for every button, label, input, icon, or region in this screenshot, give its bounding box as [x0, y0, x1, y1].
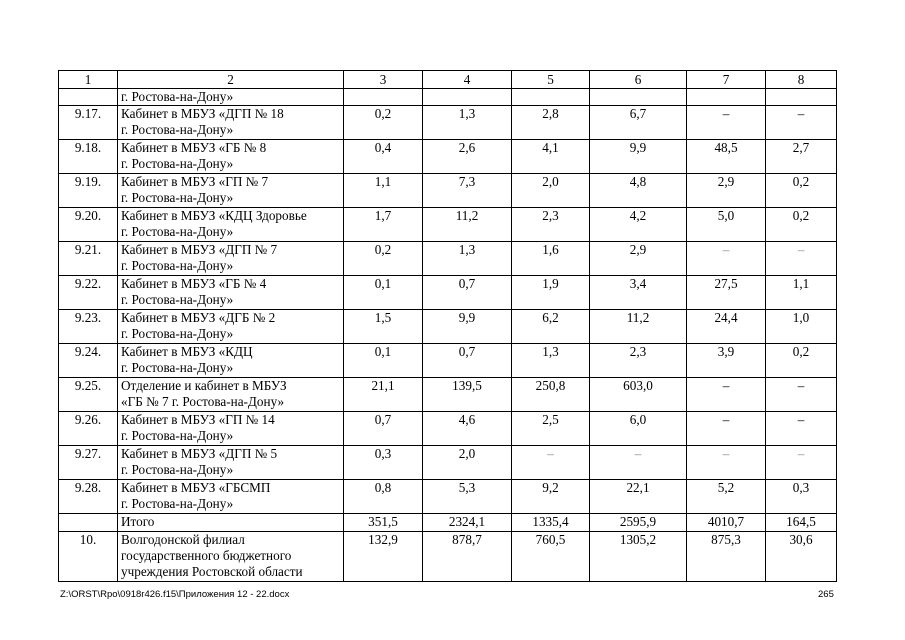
total-value: 1335,4	[512, 514, 590, 532]
cell-value: 878,7	[423, 532, 512, 582]
cell-value: 0,1	[344, 344, 423, 378]
row-name	[118, 106, 344, 140]
column-header: 6	[590, 71, 687, 89]
row-name-line: г. Ростова-на-Дону»	[121, 292, 234, 307]
total-row	[59, 514, 837, 532]
cell-value: 0,1	[344, 276, 423, 310]
total-label: Итого	[118, 514, 344, 532]
cell-value: 0,7	[344, 412, 423, 446]
cell-value: 2,9	[590, 242, 687, 276]
row-name	[118, 412, 344, 446]
cell-value: 0,2	[766, 344, 837, 378]
row-name	[118, 174, 344, 208]
cell-value: 2,6	[423, 140, 512, 174]
row-name	[118, 480, 344, 514]
cell-value: 7,3	[423, 174, 512, 208]
row-name-line: Отделение и кабинет в МБУЗ	[121, 378, 287, 393]
cell-value: 21,1	[344, 378, 423, 412]
row-name-line: Кабинет в МБУЗ «КДЦ Здоровье	[121, 208, 307, 223]
total-value: 2595,9	[590, 514, 687, 532]
cell-value: 1305,2	[590, 532, 687, 582]
column-header: 2	[118, 71, 344, 89]
table-body	[59, 106, 837, 514]
cell-value: 0,2	[344, 242, 423, 276]
row-name-line: Кабинет в МБУЗ «ДГБ № 2	[121, 310, 276, 325]
cell-value: 5,0	[687, 208, 766, 242]
total-value: 4010,7	[687, 514, 766, 532]
cell-value: 1,0	[766, 310, 837, 344]
row-name-line: г. Ростова-на-Дону»	[121, 326, 234, 341]
cell-value: –	[687, 378, 766, 412]
column-header: 1	[59, 71, 118, 89]
page-number: 265	[818, 589, 834, 600]
row-number: 9.23.	[59, 310, 118, 344]
cell-value: –	[766, 106, 837, 140]
cell-value: 4,8	[590, 174, 687, 208]
cell-value: 760,5	[512, 532, 590, 582]
total-value: 2324,1	[423, 514, 512, 532]
table-row	[59, 106, 837, 140]
row-name-line: учреждения Ростовской области	[121, 564, 303, 579]
cell-value: 2,0	[512, 174, 590, 208]
cell-value: 250,8	[512, 378, 590, 412]
table-row	[59, 446, 837, 480]
row-name-line: г. Ростова-на-Дону»	[121, 190, 234, 205]
row-name-line: Волгодонской филиал	[121, 532, 245, 547]
row-name-line: Кабинет в МБУЗ «ГБ № 4	[121, 276, 267, 291]
table-row	[59, 242, 837, 276]
cell-value: 9,2	[512, 480, 590, 514]
cell-value: 1,5	[344, 310, 423, 344]
table-row	[59, 140, 837, 174]
cell-value: 0,3	[344, 446, 423, 480]
cell-value: 4,2	[590, 208, 687, 242]
cell-value: 2,3	[590, 344, 687, 378]
cell-value: –	[766, 412, 837, 446]
cell-value: 0,2	[766, 208, 837, 242]
cell-value: 4,1	[512, 140, 590, 174]
cell-value	[512, 89, 590, 106]
row-number: 9.17.	[59, 106, 118, 140]
cell-value	[344, 89, 423, 106]
cell-value: 139,5	[423, 378, 512, 412]
cell-value: 875,3	[687, 532, 766, 582]
table-row	[59, 276, 837, 310]
table-row	[59, 344, 837, 378]
row-number: 9.28.	[59, 480, 118, 514]
cell-value: 0,2	[766, 174, 837, 208]
cell-value: 1,6	[512, 242, 590, 276]
column-header: 4	[423, 71, 512, 89]
cell-value	[423, 89, 512, 106]
cell-value: 11,2	[590, 310, 687, 344]
cell-value: –	[766, 378, 837, 412]
cell-value: –	[766, 242, 837, 276]
table-header-row	[59, 71, 837, 89]
total-value: 164,5	[766, 514, 837, 532]
cell-value: 2,7	[766, 140, 837, 174]
row-number: 10.	[59, 532, 118, 582]
cell-value: –	[687, 106, 766, 140]
cell-value: 48,5	[687, 140, 766, 174]
cell-value: –	[687, 446, 766, 480]
cell-value: –	[766, 446, 837, 480]
cell-value: 6,7	[590, 106, 687, 140]
cell-value: 3,9	[687, 344, 766, 378]
row-number: 9.21.	[59, 242, 118, 276]
row-name-line: г. Ростова-на-Дону»	[121, 122, 234, 137]
column-header: 3	[344, 71, 423, 89]
cell-value: 1,3	[423, 106, 512, 140]
row-name	[118, 446, 344, 480]
table-row	[59, 208, 837, 242]
cell-value: 4,6	[423, 412, 512, 446]
row-name	[118, 344, 344, 378]
row-name-line: Кабинет в МБУЗ «ГБСМП	[121, 480, 271, 495]
cell-value: 2,3	[512, 208, 590, 242]
table-row	[59, 174, 837, 208]
cell-value: 2,5	[512, 412, 590, 446]
table-row	[59, 532, 837, 582]
row-name	[118, 276, 344, 310]
row-name-line: Кабинет в МБУЗ «ДГП № 7	[121, 242, 278, 257]
cell-value: 0,2	[344, 106, 423, 140]
row-name-line: Кабинет в МБУЗ «КДЦ	[121, 344, 253, 359]
row-number: 9.25.	[59, 378, 118, 412]
cell-value: 2,9	[687, 174, 766, 208]
cell-value: 1,3	[512, 344, 590, 378]
cell-value: 0,3	[766, 480, 837, 514]
row-name-line: г. Ростова-на-Дону»	[121, 462, 234, 477]
table-row	[59, 480, 837, 514]
row-name	[118, 310, 344, 344]
cell-value: 0,4	[344, 140, 423, 174]
cell-value: 9,9	[590, 140, 687, 174]
row-name	[118, 242, 344, 276]
cell-value: 3,4	[590, 276, 687, 310]
row-name-line: государственного бюджетного	[121, 548, 292, 563]
row-name-line: г. Ростова-на-Дону»	[121, 156, 234, 171]
cell-value	[687, 89, 766, 106]
row-name-line: г. Ростова-на-Дону»	[121, 496, 234, 511]
row-number: 9.27.	[59, 446, 118, 480]
cell-value: 1,3	[423, 242, 512, 276]
cell-value: 1,1	[344, 174, 423, 208]
cell-value: –	[687, 242, 766, 276]
cell-value: 22,1	[590, 480, 687, 514]
row-number: 9.24.	[59, 344, 118, 378]
table-row	[59, 310, 837, 344]
cell-value: 1,1	[766, 276, 837, 310]
cell-value	[590, 89, 687, 106]
cell-value: 603,0	[590, 378, 687, 412]
cell-value: 5,3	[423, 480, 512, 514]
total-value: 351,5	[344, 514, 423, 532]
cell-value: 2,8	[512, 106, 590, 140]
cell-value: 6,2	[512, 310, 590, 344]
cell-value: 0,8	[344, 480, 423, 514]
row-name-line: Кабинет в МБУЗ «ГБ № 8	[121, 140, 267, 155]
cell-value: –	[512, 446, 590, 480]
cell-value: 0,7	[423, 276, 512, 310]
row-name	[118, 378, 344, 412]
cell-value: 0,7	[423, 344, 512, 378]
cell-value: 132,9	[344, 532, 423, 582]
row-name-line: г. Ростова-на-Дону»	[121, 360, 234, 375]
cell-value: –	[687, 412, 766, 446]
row-name	[118, 532, 344, 582]
row-number: 9.20.	[59, 208, 118, 242]
cell-value: 24,4	[687, 310, 766, 344]
cell-value: 6,0	[590, 412, 687, 446]
row-name-line: Кабинет в МБУЗ «ДГП № 5	[121, 446, 278, 461]
column-header: 5	[512, 71, 590, 89]
cell-value: 2,0	[423, 446, 512, 480]
cell-value: 9,9	[423, 310, 512, 344]
continuation-row	[59, 89, 837, 106]
table-row	[59, 378, 837, 412]
cell-value: –	[590, 446, 687, 480]
row-name-line: «ГБ № 7 г. Ростова-на-Дону»	[121, 394, 285, 409]
cell-value: 5,2	[687, 480, 766, 514]
row-number: 9.19.	[59, 174, 118, 208]
row-name	[118, 208, 344, 242]
cell-value: 30,6	[766, 532, 837, 582]
cell-value	[766, 89, 837, 106]
data-table	[58, 70, 837, 582]
row-name	[118, 140, 344, 174]
row-name-line: г. Ростова-на-Дону»	[121, 428, 234, 443]
row-name: г. Ростова-на-Дону»	[118, 89, 344, 106]
column-header: 7	[687, 71, 766, 89]
cell-value: 1,7	[344, 208, 423, 242]
row-name-line: Кабинет в МБУЗ «ДГП № 18	[121, 106, 284, 121]
cell-value: 1,9	[512, 276, 590, 310]
cell-value: 11,2	[423, 208, 512, 242]
column-header: 8	[766, 71, 837, 89]
row-number: 9.26.	[59, 412, 118, 446]
row-name-line: г. Ростова-на-Дону»	[121, 224, 234, 239]
file-path: Z:\ORST\Rpo\0918r426.f15\Приложения 12 - 22.docx	[60, 589, 290, 600]
row-name-line: Кабинет в МБУЗ «ГП № 14	[121, 412, 275, 427]
row-number	[59, 89, 118, 106]
row-number: 9.22.	[59, 276, 118, 310]
row-name-line: Кабинет в МБУЗ «ГП № 7	[121, 174, 269, 189]
table-row	[59, 412, 837, 446]
row-name-line: г. Ростова-на-Дону»	[121, 258, 234, 273]
row-number	[59, 514, 118, 532]
cell-value: 27,5	[687, 276, 766, 310]
row-number: 9.18.	[59, 140, 118, 174]
